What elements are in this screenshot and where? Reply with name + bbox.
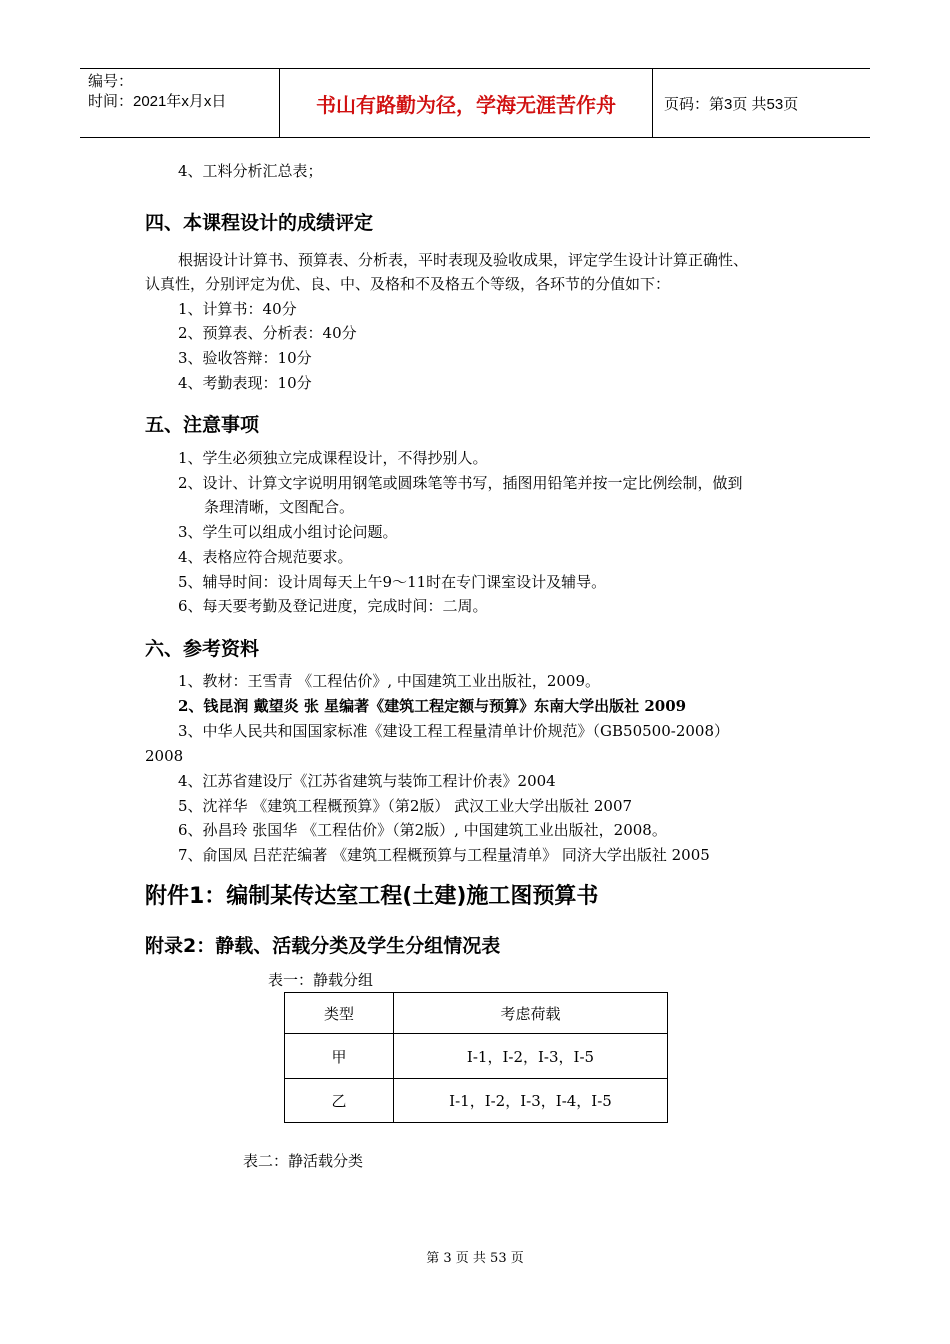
notice-item: 2、设计、计算文字说明用钢笔或圆珠笔等书写，插图用铅笔并按一定比例绘制，做到 — [178, 474, 743, 492]
reference-item: 2、钱昆润 戴望炎 张 星编著《建筑工程定额与预算》东南大学出版社 2009 — [178, 697, 687, 715]
grading-item: 3、验收答辩：10分 — [178, 349, 312, 367]
reference-item: 4、江苏省建设厅《江苏省建筑与装饰工程计价表》2004 — [178, 772, 556, 790]
notice-item: 5、辅导时间：设计周每天上午9～11时在专门课室设计及辅导。 — [178, 573, 607, 591]
static-load-table — [284, 992, 668, 1123]
notice-item: 1、学生必须独立完成课程设计，不得抄别人。 — [178, 449, 488, 467]
section-4-paragraph-line-2: 认真性，分别评定为优、良、中、及格和不及格五个等级，各环节的分值如下： — [145, 275, 671, 293]
header-page-info: 页码：第3页 共53页 — [664, 95, 799, 113]
header-motto: 书山有路勤为径，学海无涯苦作舟 — [280, 69, 653, 137]
page-footer: 第 3 页 共 53 页 — [426, 1251, 524, 1266]
section-5-title: 五、注意事项 — [145, 414, 260, 436]
grading-item: 1、计算书：40分 — [178, 300, 297, 318]
notice-item: 3、学生可以组成小组讨论问题。 — [178, 523, 398, 541]
notice-item: 6、每天要考勤及登记进度，完成时间：二周。 — [178, 597, 488, 615]
grading-item: 4、考勤表现：10分 — [178, 374, 312, 392]
intro-line: 4、工料分析汇总表； — [178, 162, 323, 180]
reference-item: 6、孙昌玲 张国华 《工程估价》（第2版）, 中国建筑工业出版社，2008。 — [178, 821, 667, 839]
reference-item: 7、俞国凤 吕茫茫编著 《建筑工程概预算与工程量清单》 同济大学出版社 2005 — [178, 846, 710, 864]
table-header-cell: 考虑荷载 — [394, 993, 668, 1034]
page-header — [80, 68, 870, 138]
table-1-caption: 表一：静载分组 — [268, 971, 374, 989]
reference-item: 1、教材：王雪青 《工程估价》, 中国建筑工业出版社，2009。 — [178, 672, 601, 690]
notice-item-continuation: 条理清晰，文图配合。 — [204, 498, 355, 516]
table-row — [285, 1079, 668, 1123]
reference-item: 5、沈祥华 《建筑工程概预算》（第2版） 武汉工业大学出版社 2007 — [178, 797, 633, 815]
table-row — [285, 1034, 668, 1079]
document-number-label: 编号： — [88, 73, 134, 90]
table-header-row — [285, 993, 668, 1034]
notice-item: 4、表格应符合规范要求。 — [178, 548, 353, 566]
table-header-cell: 类型 — [285, 993, 394, 1034]
document-time-label: 时间：2021年x月x日 — [88, 93, 227, 110]
table-2-caption: 表二：静活载分类 — [243, 1152, 364, 1170]
reference-item: 3、中华人民共和国国家标准《建设工程工程量清单计价规范》（GB50500-2008） — [178, 722, 730, 740]
reference-item-continuation: 2008 — [145, 747, 184, 765]
table-cell: I-1，Ⅰ-2，Ⅰ-3，Ⅰ-4，Ⅰ-5 — [394, 1079, 668, 1123]
section-4-paragraph-line-1: 根据设计计算书、预算表、分析表，平时表现及验收成果，评定学生设计计算正确性、 — [178, 251, 749, 269]
header-meta — [80, 69, 280, 137]
section-6-title: 六、参考资料 — [145, 638, 260, 660]
table-cell: I-1，Ⅰ-2，Ⅰ-3，Ⅰ-5 — [394, 1034, 668, 1079]
table-cell: 甲 — [285, 1034, 394, 1079]
table-cell: 乙 — [285, 1079, 394, 1123]
section-4-title: 四、本课程设计的成绩评定 — [145, 212, 374, 234]
grading-item: 2、预算表、分析表：40分 — [178, 324, 357, 342]
appendix-1-title: 附件1：编制某传达室工程(土建)施工图预算书 — [145, 884, 599, 909]
appendix-2-title: 附录2：静载、活载分类及学生分组情况表 — [145, 935, 501, 957]
